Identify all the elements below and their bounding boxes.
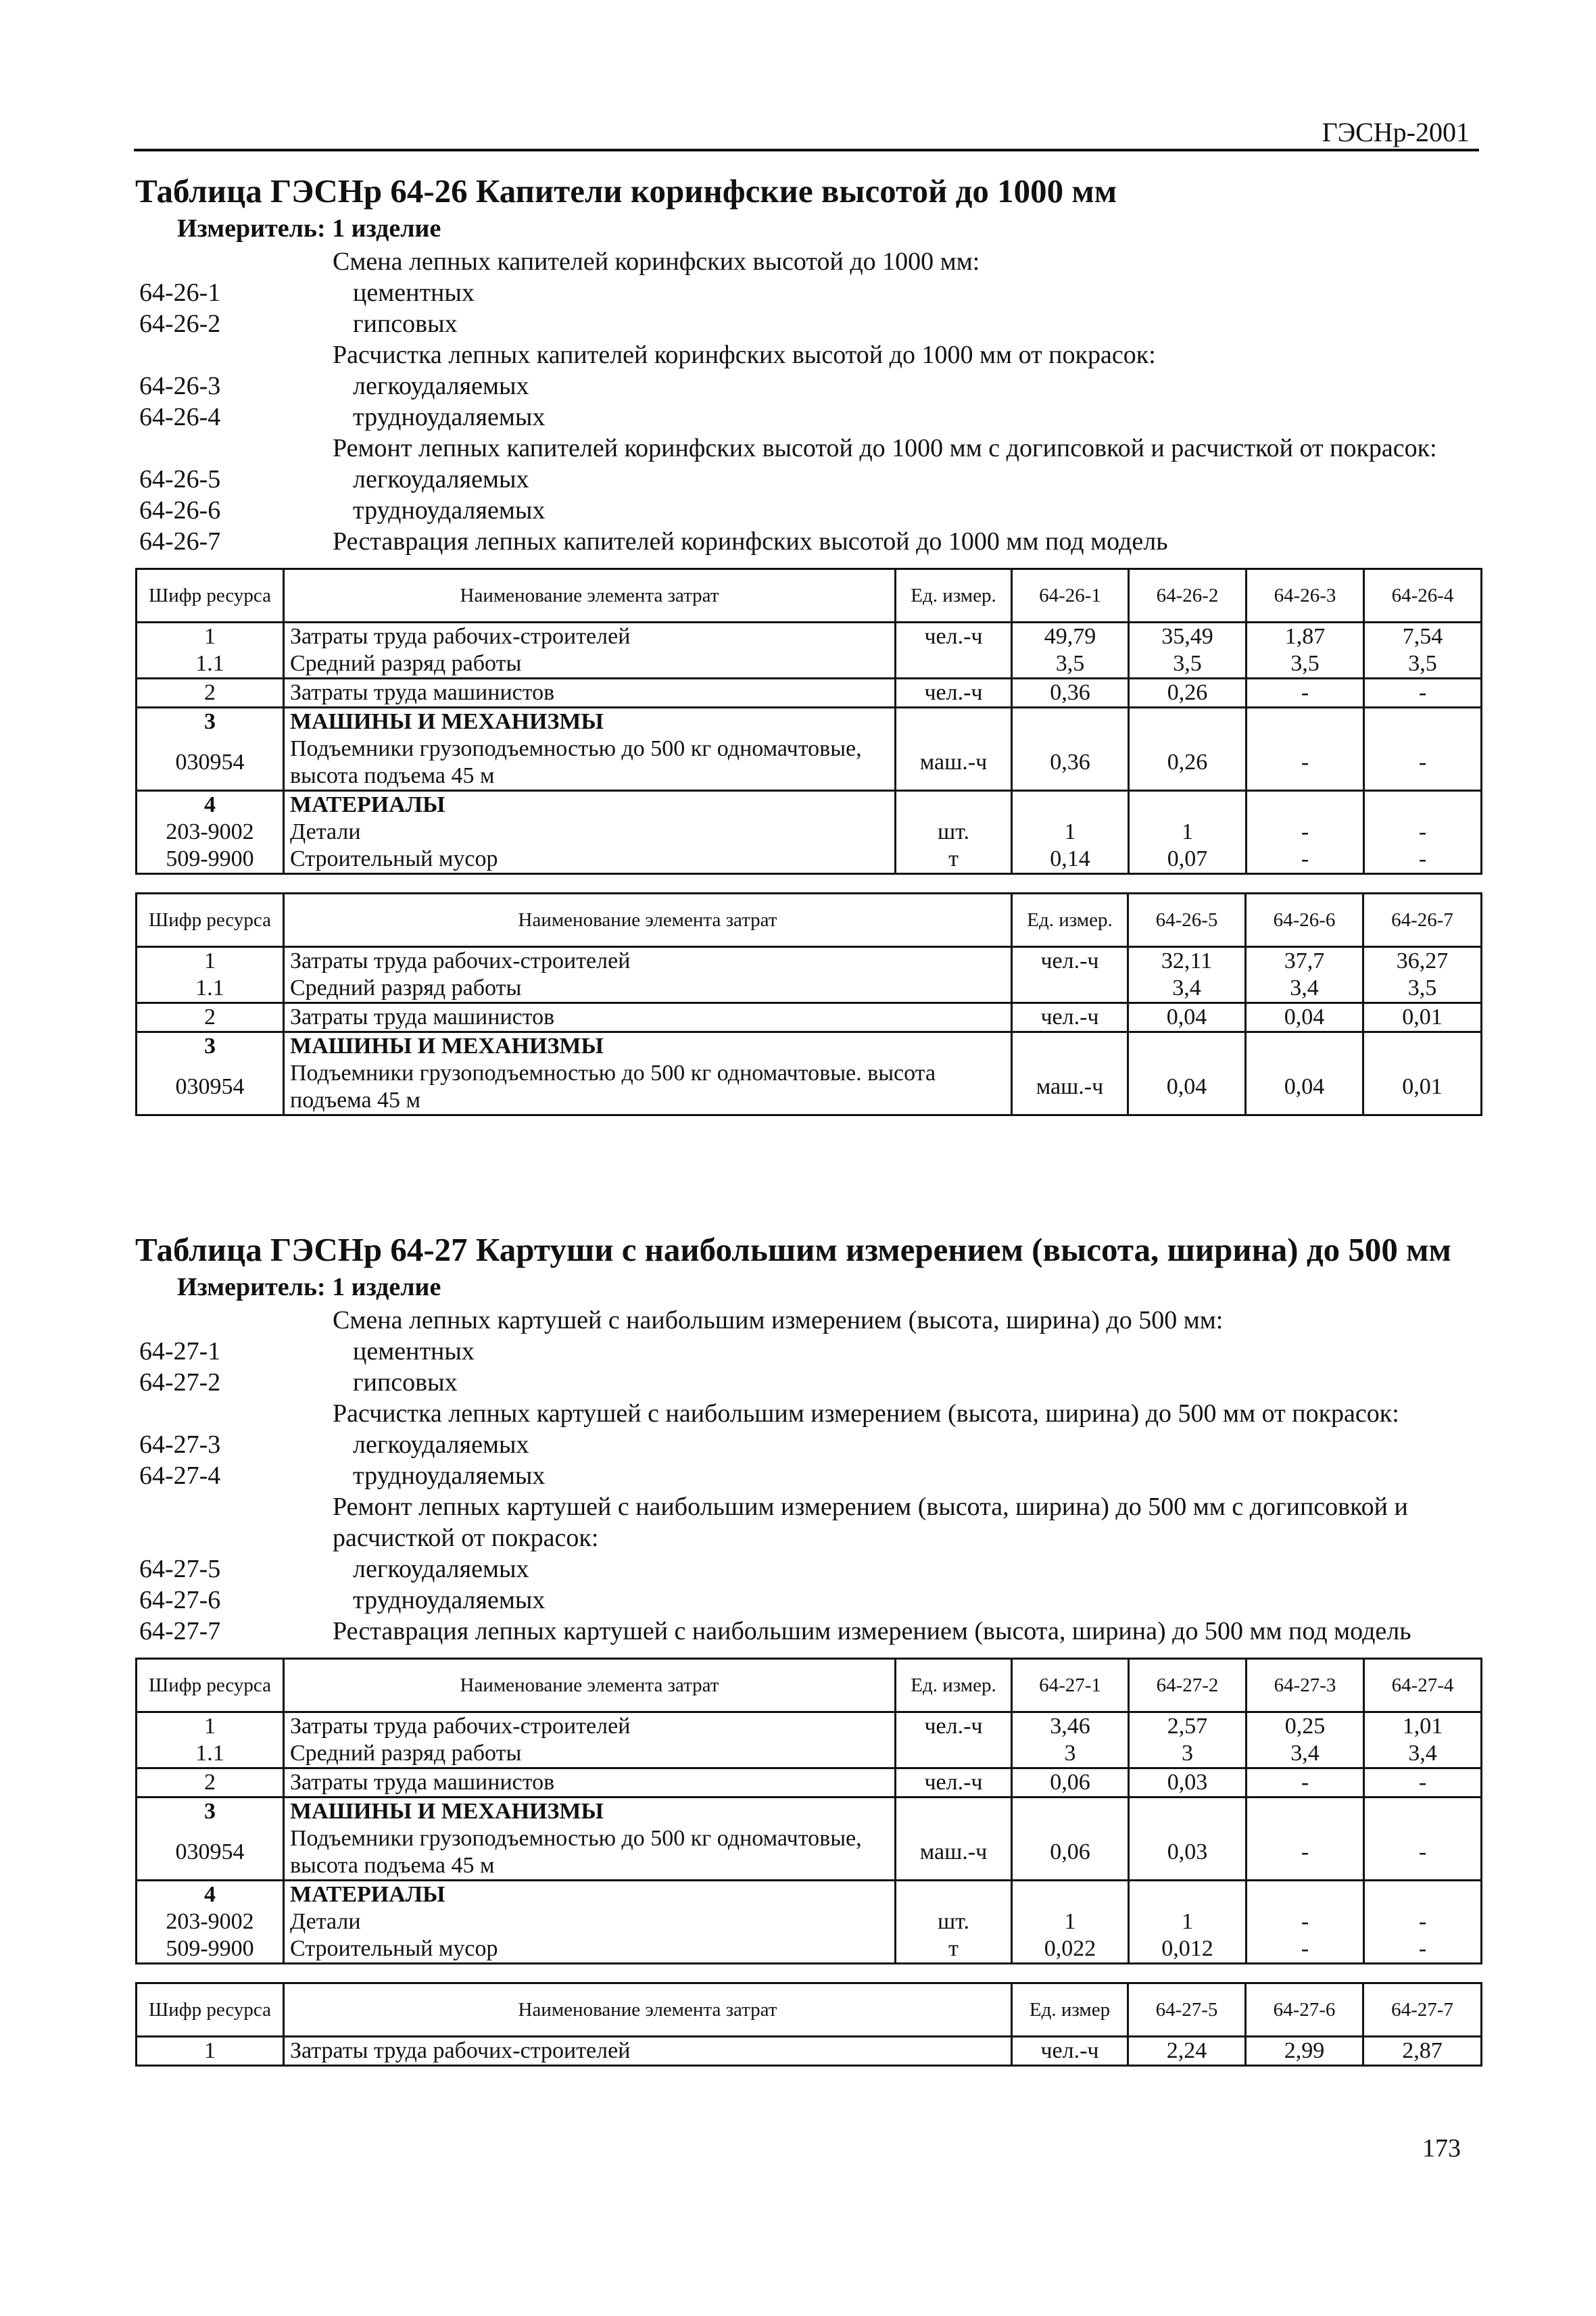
- cell-value: -: [1247, 846, 1364, 874]
- norm-table: [135, 892, 1482, 1116]
- cell-name: Строительный мусор: [284, 1935, 896, 1964]
- cell-code: 509-9900: [137, 1935, 284, 1964]
- cell-code: 1.1: [137, 975, 284, 1003]
- cell-value: 7,54: [1364, 623, 1482, 651]
- cell-unit: [896, 1798, 1012, 1826]
- work-item: [135, 339, 1480, 370]
- cell-code: 1.1: [137, 1740, 284, 1768]
- item-code: 64-26-4: [139, 403, 221, 431]
- work-item: [135, 402, 1480, 433]
- item-text: трудноудаляемых: [353, 1462, 546, 1490]
- cell-value: 0,26: [1129, 735, 1247, 791]
- item-text: гипсовых: [353, 310, 458, 338]
- cell-value: -: [1364, 735, 1482, 791]
- item-code: 64-26-2: [139, 310, 221, 338]
- cell-value: 0,25: [1247, 1712, 1364, 1741]
- item-text: легкоудаляемых: [353, 1555, 529, 1583]
- item-code: 64-26-6: [139, 496, 221, 525]
- work-item: [135, 1336, 1480, 1367]
- header-col: 64-27-3: [1247, 1659, 1364, 1712]
- cell-value: 36,27: [1363, 947, 1482, 975]
- header-unit: Ед. измер.: [896, 569, 1012, 623]
- work-item: [135, 277, 1480, 308]
- cell-value: 3,5: [1364, 650, 1482, 679]
- table-row: [137, 1798, 1482, 1826]
- cell-value: -: [1247, 735, 1364, 791]
- page-header: [134, 114, 1479, 151]
- item-text: легкоудаляемых: [353, 372, 529, 400]
- cell-name: Затраты труда машинистов: [284, 1003, 1012, 1032]
- header-col: 64-26-7: [1363, 894, 1482, 947]
- cell-value: 2,99: [1246, 2037, 1363, 2066]
- item-code: 64-27-1: [139, 1337, 221, 1366]
- work-item: [135, 1616, 1480, 1647]
- item-code: 64-26-7: [139, 527, 221, 556]
- cell-unit: маш.-ч: [1012, 1060, 1128, 1115]
- work-item: [135, 1367, 1480, 1398]
- cell-value: 3,4: [1364, 1740, 1482, 1768]
- item-code: 64-26-1: [139, 279, 221, 307]
- cell-value: [1364, 791, 1482, 819]
- header-row: [137, 569, 1482, 623]
- cell-value: 37,7: [1246, 947, 1363, 975]
- cell-code: 030954: [137, 1825, 284, 1881]
- header-col: 64-26-2: [1129, 569, 1247, 623]
- cell-value: -: [1247, 1768, 1364, 1798]
- cell-value: [1364, 708, 1482, 736]
- header-name: Наименование элемента затрат: [284, 569, 896, 623]
- item-text: Расчистка лепных картушей с наибольшим измерением (высота, ширина) до 500 мм от покрасок:: [333, 1399, 1399, 1428]
- cell-unit: чел.-ч: [1012, 947, 1128, 975]
- header-unit: Ед. измер.: [896, 1659, 1012, 1712]
- cell-code: 1.1: [137, 650, 284, 679]
- table-row: [137, 1881, 1482, 1909]
- cell-value: 0,03: [1129, 1768, 1247, 1798]
- cell-unit: т: [896, 846, 1012, 874]
- cell-value: 0,04: [1246, 1003, 1363, 1032]
- table-row: [137, 1060, 1482, 1115]
- cell-code: 2: [137, 1003, 284, 1032]
- cell-code: 1: [137, 947, 284, 975]
- item-text: легкоудаляемых: [353, 1430, 529, 1459]
- cell-name: МАШИНЫ И МЕХАНИЗМЫ: [284, 1798, 896, 1826]
- cell-value: -: [1364, 1908, 1482, 1935]
- header-unit: Ед. измер.: [1012, 894, 1128, 947]
- cell-value: 0,01: [1363, 1060, 1482, 1115]
- cell-name: Подъемники грузоподъемностью до 500 кг одномачтовые, высота подъема 45 м: [284, 1825, 896, 1881]
- item-code: 64-27-6: [139, 1586, 221, 1614]
- item-code: 64-27-3: [139, 1430, 221, 1459]
- header-row: [137, 1659, 1482, 1712]
- work-item: [135, 308, 1480, 339]
- cell-value: [1129, 708, 1247, 736]
- work-item: [135, 526, 1480, 557]
- cell-value: 2,87: [1363, 2037, 1482, 2066]
- cell-name: Затраты труда рабочих-строителей: [284, 623, 896, 651]
- cell-value: [1364, 1798, 1482, 1826]
- cell-name: МАТЕРИАЛЫ: [284, 791, 896, 819]
- work-item: [135, 433, 1480, 464]
- cell-unit: маш.-ч: [896, 735, 1012, 791]
- header-code: Шифр ресурса: [137, 1983, 284, 2037]
- item-text: Смена лепных картушей с наибольшим измерением (высота, ширина) до 500 мм:: [333, 1306, 1224, 1334]
- header-col: 64-27-5: [1128, 1983, 1246, 2037]
- cell-value: 0,06: [1012, 1768, 1129, 1798]
- cell-value: 0,26: [1129, 679, 1247, 708]
- cell-value: -: [1247, 1825, 1364, 1881]
- work-item: [135, 370, 1480, 402]
- section-table-64-27: [135, 1229, 1480, 2067]
- cell-code: 4: [137, 791, 284, 819]
- cell-value: 0,04: [1128, 1060, 1246, 1115]
- cell-value: -: [1364, 1935, 1482, 1964]
- work-item: [135, 464, 1480, 495]
- cell-code: 3: [137, 708, 284, 736]
- cell-value: 3: [1012, 1740, 1129, 1768]
- header-row: [137, 1983, 1482, 2037]
- table-row: [137, 975, 1482, 1003]
- cell-code: 4: [137, 1881, 284, 1909]
- cell-name: МАШИНЫ И МЕХАНИЗМЫ: [284, 708, 896, 736]
- item-text: Ремонт лепных капителей коринфских высотой до 1000 мм с догипсовкой и расчисткой от покрасок:: [333, 434, 1437, 462]
- cell-unit: [896, 791, 1012, 819]
- header-code: Шифр ресурса: [137, 1659, 284, 1712]
- cell-value: 0,03: [1129, 1825, 1247, 1881]
- cell-value: -: [1247, 1935, 1364, 1964]
- cell-value: 35,49: [1129, 623, 1247, 651]
- cell-code: 2: [137, 679, 284, 708]
- cell-value: [1247, 791, 1364, 819]
- cell-value: -: [1247, 1908, 1364, 1935]
- cell-value: 0,06: [1012, 1825, 1129, 1881]
- header-name: Наименование элемента затрат: [284, 1983, 1012, 2037]
- cell-unit: шт.: [896, 819, 1012, 846]
- cell-value: 0,36: [1012, 735, 1129, 791]
- header-col: 64-26-4: [1364, 569, 1482, 623]
- cell-code: 3: [137, 1032, 284, 1061]
- cell-value: 3,4: [1128, 975, 1246, 1003]
- item-text: трудноудаляемых: [353, 496, 546, 525]
- cell-name: Средний разряд работы: [284, 1740, 896, 1768]
- cell-value: 0,14: [1012, 846, 1129, 874]
- cell-value: [1247, 708, 1364, 736]
- cell-value: 1: [1012, 1908, 1129, 1935]
- cell-name: Затраты труда рабочих-строителей: [284, 1712, 896, 1741]
- norm-table: [135, 568, 1482, 875]
- item-code: 64-26-5: [139, 465, 221, 493]
- cell-code: 203-9002: [137, 1908, 284, 1935]
- item-code: 64-27-4: [139, 1462, 221, 1490]
- table-row: [137, 1768, 1482, 1798]
- cell-value: 2,24: [1128, 2037, 1246, 2066]
- table-row: [137, 846, 1482, 874]
- cell-value: 3,5: [1247, 650, 1364, 679]
- cell-code: 203-9002: [137, 819, 284, 846]
- cell-value: -: [1364, 1768, 1482, 1798]
- table-row: [137, 1935, 1482, 1964]
- item-code: 64-27-5: [139, 1555, 221, 1583]
- cell-value: 3,5: [1363, 975, 1482, 1003]
- cell-value: -: [1364, 819, 1482, 846]
- table-row: [137, 708, 1482, 736]
- cell-value: 3,46: [1012, 1712, 1129, 1741]
- cell-value: [1012, 791, 1129, 819]
- table-row: [137, 650, 1482, 679]
- header-col: 64-27-6: [1246, 1983, 1363, 2037]
- item-text: трудноудаляемых: [353, 1586, 546, 1614]
- header-name: Наименование элемента затрат: [284, 1659, 896, 1712]
- item-code: 64-27-2: [139, 1368, 221, 1397]
- item-text: Смена лепных капителей коринфских высотой до 1000 мм:: [333, 247, 980, 276]
- cell-value: -: [1247, 819, 1364, 846]
- cell-value: 49,79: [1012, 623, 1129, 651]
- section-measure: Измеритель: 1 изделие: [177, 214, 441, 243]
- header-row: [137, 894, 1482, 947]
- section-title: Таблица ГЭСНр 64-27 Картуши с наибольшим измерением (высота, ширина) до 500 мм: [135, 1231, 1451, 1268]
- cell-name: МАШИНЫ И МЕХАНИЗМЫ: [284, 1032, 1012, 1061]
- section-title: Таблица ГЭСНр 64-26 Капители коринфские высотой до 1000 мм: [135, 172, 1117, 210]
- item-text: легкоудаляемых: [353, 465, 529, 493]
- cell-unit: [896, 1740, 1012, 1768]
- cell-code: 2: [137, 1768, 284, 1798]
- item-text: Ремонт лепных картушей с наибольшим измерением (высота, ширина) до 500 мм с догипсовкой и расчисткой от покрасок:: [333, 1493, 1408, 1552]
- table-row: [137, 947, 1482, 975]
- cell-name: Подъемники грузоподъемностью до 500 кг одномачтовые, высота подъема 45 м: [284, 735, 896, 791]
- cell-value: [1247, 1798, 1364, 1826]
- table-row: [137, 819, 1482, 846]
- cell-value: [1129, 1798, 1247, 1826]
- cell-code: 1: [137, 1712, 284, 1741]
- header-col: 64-26-6: [1246, 894, 1363, 947]
- cell-value: [1363, 1032, 1482, 1061]
- cell-unit: [896, 1881, 1012, 1909]
- norm-table: [135, 1982, 1482, 2067]
- cell-value: 3,5: [1129, 650, 1247, 679]
- cell-unit: [1012, 1032, 1128, 1061]
- cell-value: 0,01: [1363, 1003, 1482, 1032]
- header-col: 64-27-4: [1364, 1659, 1482, 1712]
- cell-unit: чел.-ч: [896, 623, 1012, 651]
- cell-name: Детали: [284, 819, 896, 846]
- cell-value: -: [1364, 1825, 1482, 1881]
- cell-value: [1012, 1881, 1129, 1909]
- cell-value: 0,022: [1012, 1935, 1129, 1964]
- item-code: 64-27-7: [139, 1617, 221, 1645]
- cell-value: 1,87: [1247, 623, 1364, 651]
- cell-value: -: [1364, 846, 1482, 874]
- cell-unit: маш.-ч: [896, 1825, 1012, 1881]
- cell-value: 1: [1129, 819, 1247, 846]
- cell-unit: чел.-ч: [896, 1768, 1012, 1798]
- cell-name: Затраты труда машинистов: [284, 679, 896, 708]
- cell-code: 3: [137, 1798, 284, 1826]
- cell-code: 1: [137, 623, 284, 651]
- table-row: [137, 623, 1482, 651]
- work-item: [135, 1398, 1480, 1429]
- cell-name: Затраты труда рабочих-строителей: [284, 2037, 1012, 2066]
- cell-unit: [1012, 975, 1128, 1003]
- page-number: 173: [1422, 2134, 1461, 2163]
- table-row: [137, 1908, 1482, 1935]
- item-text: гипсовых: [353, 1368, 458, 1397]
- header-col: 64-26-5: [1128, 894, 1246, 947]
- cell-value: -: [1247, 679, 1364, 708]
- header-col: 64-26-3: [1247, 569, 1364, 623]
- cell-value: 0,012: [1129, 1935, 1247, 1964]
- cell-value: 3,5: [1012, 650, 1129, 679]
- header-code: Шифр ресурса: [137, 894, 284, 947]
- cell-value: 3: [1129, 1740, 1247, 1768]
- work-item: [135, 246, 1480, 277]
- work-item: [135, 1429, 1480, 1460]
- table-row: [137, 791, 1482, 819]
- cell-unit: чел.-ч: [1012, 1003, 1128, 1032]
- cell-name: Средний разряд работы: [284, 975, 1012, 1003]
- cell-unit: т: [896, 1935, 1012, 1964]
- cell-name: Средний разряд работы: [284, 650, 896, 679]
- work-item: [135, 1305, 1480, 1336]
- cell-name: МАТЕРИАЛЫ: [284, 1881, 896, 1909]
- cell-unit: [896, 708, 1012, 736]
- cell-unit: шт.: [896, 1908, 1012, 1935]
- norm-table: [135, 1658, 1482, 1964]
- cell-value: 0,36: [1012, 679, 1129, 708]
- work-item: [135, 495, 1480, 526]
- cell-unit: чел.-ч: [896, 1712, 1012, 1741]
- table-row: [137, 1032, 1482, 1061]
- item-text: цементных: [353, 1337, 475, 1366]
- section-table-64-26: [135, 170, 1480, 1116]
- cell-unit: чел.-ч: [896, 679, 1012, 708]
- item-text: трудноудаляемых: [353, 403, 546, 431]
- cell-value: 2,57: [1129, 1712, 1247, 1741]
- table-row: [137, 1003, 1482, 1032]
- table-row: [137, 2037, 1482, 2066]
- table-row: [137, 679, 1482, 708]
- cell-code: 030954: [137, 1060, 284, 1115]
- header-code: Шифр ресурса: [137, 569, 284, 623]
- cell-value: 0,07: [1129, 846, 1247, 874]
- cell-unit: чел.-ч: [1012, 2037, 1128, 2066]
- cell-value: 0,04: [1246, 1060, 1363, 1115]
- header-name: Наименование элемента затрат: [284, 894, 1012, 947]
- cell-value: [1364, 1881, 1482, 1909]
- work-item: [135, 1491, 1480, 1553]
- work-item: [135, 1585, 1480, 1616]
- table-row: [137, 735, 1482, 791]
- cell-value: 3,4: [1247, 1740, 1364, 1768]
- work-item: [135, 1553, 1480, 1585]
- cell-name: Затраты труда машинистов: [284, 1768, 896, 1798]
- cell-value: 0,04: [1128, 1003, 1246, 1032]
- cell-value: [1128, 1032, 1246, 1061]
- cell-value: 1,01: [1364, 1712, 1482, 1741]
- cell-value: 1: [1012, 819, 1129, 846]
- table-row: [137, 1712, 1482, 1741]
- item-text: Реставрация лепных капителей коринфских высотой до 1000 мм под модель: [333, 527, 1168, 556]
- header-unit: Ед. измер: [1012, 1983, 1128, 2037]
- cell-value: [1247, 1881, 1364, 1909]
- table-row: [137, 1740, 1482, 1768]
- cell-name: Подъемники грузоподъемностью до 500 кг одномачтовые. высота подъема 45 м: [284, 1060, 1012, 1115]
- cell-value: -: [1364, 679, 1482, 708]
- cell-value: 3,4: [1246, 975, 1363, 1003]
- table-row: [137, 1825, 1482, 1881]
- work-items-list: [135, 246, 1480, 557]
- header-col: 64-27-7: [1363, 1983, 1482, 2037]
- work-items-list: [135, 1305, 1480, 1647]
- header-col: 64-26-1: [1012, 569, 1129, 623]
- cell-name: Строительный мусор: [284, 846, 896, 874]
- item-text: Реставрация лепных картушей с наибольшим измерением (высота, ширина) до 500 мм под модель: [333, 1617, 1411, 1645]
- doc-code: ГЭСНр-2001: [1322, 117, 1470, 147]
- cell-name: Затраты труда рабочих-строителей: [284, 947, 1012, 975]
- cell-code: 030954: [137, 735, 284, 791]
- cell-code: 509-9900: [137, 846, 284, 874]
- work-item: [135, 1460, 1480, 1491]
- cell-code: 1: [137, 2037, 284, 2066]
- cell-value: 1: [1129, 1908, 1247, 1935]
- cell-value: [1246, 1032, 1363, 1061]
- section-measure: Измеритель: 1 изделие: [177, 1273, 441, 1301]
- cell-value: 32,11: [1128, 947, 1246, 975]
- cell-unit: [896, 650, 1012, 679]
- cell-value: [1012, 1798, 1129, 1826]
- cell-value: [1129, 1881, 1247, 1909]
- item-code: 64-26-3: [139, 372, 221, 400]
- item-text: Расчистка лепных капителей коринфских высотой до 1000 мм от покрасок:: [333, 341, 1156, 369]
- cell-value: [1129, 791, 1247, 819]
- header-col: 64-27-1: [1012, 1659, 1129, 1712]
- cell-value: [1012, 708, 1129, 736]
- header-col: 64-27-2: [1129, 1659, 1247, 1712]
- cell-name: Детали: [284, 1908, 896, 1935]
- item-text: цементных: [353, 279, 475, 307]
